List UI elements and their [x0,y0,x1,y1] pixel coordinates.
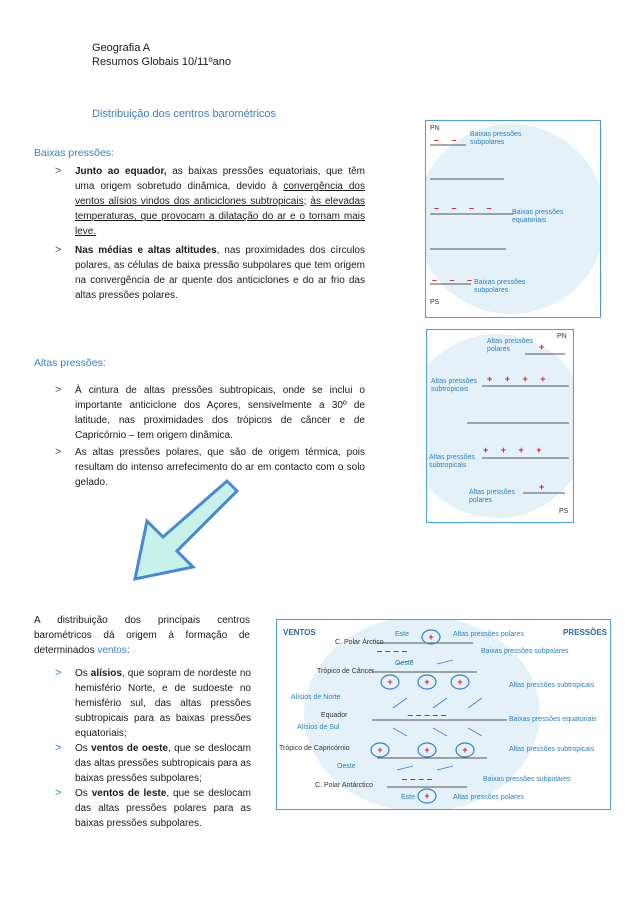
winds-pressures-figure [276,619,611,810]
pressure-label-equatorial-low: Baixas pressões equatoriais [509,716,597,723]
polar-arctic-label: C. Polar Árctico [335,639,384,646]
high-pressure-figure [426,329,574,523]
svg-text:– – – –: – – – – [376,646,408,657]
svg-text:+: + [428,632,434,642]
subject-title: Geografia A [92,42,151,54]
svg-text:– – – –: – – – – [401,774,433,785]
fig2-subtropical-high-label-south: Altas pressões subtropicais [429,454,475,469]
svg-text:– – – – –: – – – – – [407,710,447,721]
low-pressure-heading: Baixas pressões: [34,147,114,159]
low-bullet-equator: > Junto ao equador, as baixas pressões equatoriais, que têm uma origem sobretudo dinâmica, devido à convergência dos ventos alísios vindos dos anticiclones subtropicais; às elevadas temperaturas, que provocam a dilatação do ar e o tornam mais leve. [55,165,366,237]
winds-bullet-alisios: > Os alísios, que sopram de nordeste no hemisfério Norte, e de sudoeste no hemisfério sul, das altas pressões subtropicais para as baixas pressões equatoriais; [55,667,251,739]
bullet-marker-icon: > [55,667,62,679]
plus-signs: + [539,342,550,352]
oeste-label-south: Oeste [337,763,356,770]
svg-text:+: + [462,745,468,755]
winds-bullet-easterlies: > Os ventos de leste, que se deslocam das altas pressões polares para as baixas pressões subpolares. [55,787,251,829]
high-bullet-polar: > As altas pressões polares, que são de origem térmica, pois resultam do intenso arrefecimento do ar em contacto com o solo gelado. [55,446,365,488]
minus-signs: – – – – [434,203,497,213]
bullet-marker-icon: > [55,165,62,177]
este-label-north: Este [395,631,410,638]
high-pressure-heading: Altas pressões: [34,357,106,369]
minus-signs: – – – [432,275,478,285]
alisios-sul-label: Alísios de Sul [297,724,340,731]
down-left-arrow-icon [125,476,240,586]
pressure-label-subpolar-low-s: Baixas pressões subpolares [483,776,571,783]
winds-intro: A distribuição dos principais centros barométricos dá origem à formação de determinados ventos: [34,615,250,656]
fig1-equatorial-low-label: Baixas pressões equatoriais [512,209,564,224]
minus-signs: – – [434,135,462,145]
plus-signs: + [539,482,550,492]
fig1-subpolar-low-label-south: Baixas pressões subpolares [474,279,526,294]
este-label-south: Este [401,794,416,801]
alisios-norte-label: Alísios de Norte [291,694,341,701]
svg-text:+: + [377,745,383,755]
fig2-polar-high-label: Altas pressões polares [487,338,533,353]
svg-text:+: + [424,791,430,801]
south-pole-label: PS [559,508,569,515]
pressure-label-subtropical-high-s: Altas pressões subtropicais [509,746,595,753]
tropic-cancer-label: Trópico de Câncer [317,668,375,675]
equator-label: Equador [321,712,348,719]
plus-signs: + + + + [487,374,551,384]
fig2-polar-high-label-south: Altas pressões polares [469,489,515,504]
fig2-subtropical-high-label: Altas pressões subtropicais [431,378,477,393]
oeste-label-north: Oeste [395,660,414,667]
north-pole-label: PN [430,125,440,132]
svg-text:+: + [457,677,463,687]
bullet-marker-icon: > [55,446,62,458]
winds-bullet-westerlies: > Os ventos de oeste, que se deslocam das altas pressões subtropicais para as baixas pressões subpolares; [55,742,251,784]
bullet-marker-icon: > [55,787,62,799]
high-bullet-subtropical: > À cintura de altas pressões subtropicais, onde se inclui o importante anticiclone dos Açores, sensivelmente a 30º de latitude, nas proximidades dos trópicos de câncer e de Capricórnio – tem origem dinâmica. [55,384,365,441]
south-pole-label: PS [430,299,440,306]
plus-signs: + + + + [483,445,547,455]
north-pole-label: PN [557,333,567,340]
svg-text:+: + [424,745,430,755]
pressure-label-polar-high-n: Altas pressões polares [453,631,524,638]
bullet-marker-icon: > [55,244,62,256]
tropic-capricorn-label: Trópico de Capricórnio [279,745,350,752]
pressure-label-subtropical-high-n: Altas pressões subtropicais [509,682,595,689]
svg-text:+: + [387,677,393,687]
fig1-subpolar-low-label: Baixas pressões subpolares [470,131,522,146]
bullet-marker-icon: > [55,384,62,396]
pressure-label-polar-high-s: Altas pressões polares [453,794,524,801]
pressure-label-subpolar-low-n: Baixas pressões subpolares [481,648,569,655]
course-title: Resumos Globais 10/11ºano [92,56,231,68]
svg-text:+: + [424,677,430,687]
pressoes-title: PRESSÕES [563,628,608,637]
polar-antarctic-label: C. Polar Antárctico [315,782,373,789]
low-pressure-figure [425,120,601,318]
low-bullet-subpolar: > Nas médias e altas altitudes, nas proximidades dos círculos polares, as células de baixa pressão subpolares que tem origem na convergência de ar quente dos anticiclones e do ar frio das altas pressões polares. [55,244,365,301]
bullet-marker-icon: > [55,742,62,754]
topic-title: Distribuição dos centros barométricos [92,108,277,120]
ventos-title: VENTOS [283,628,316,637]
